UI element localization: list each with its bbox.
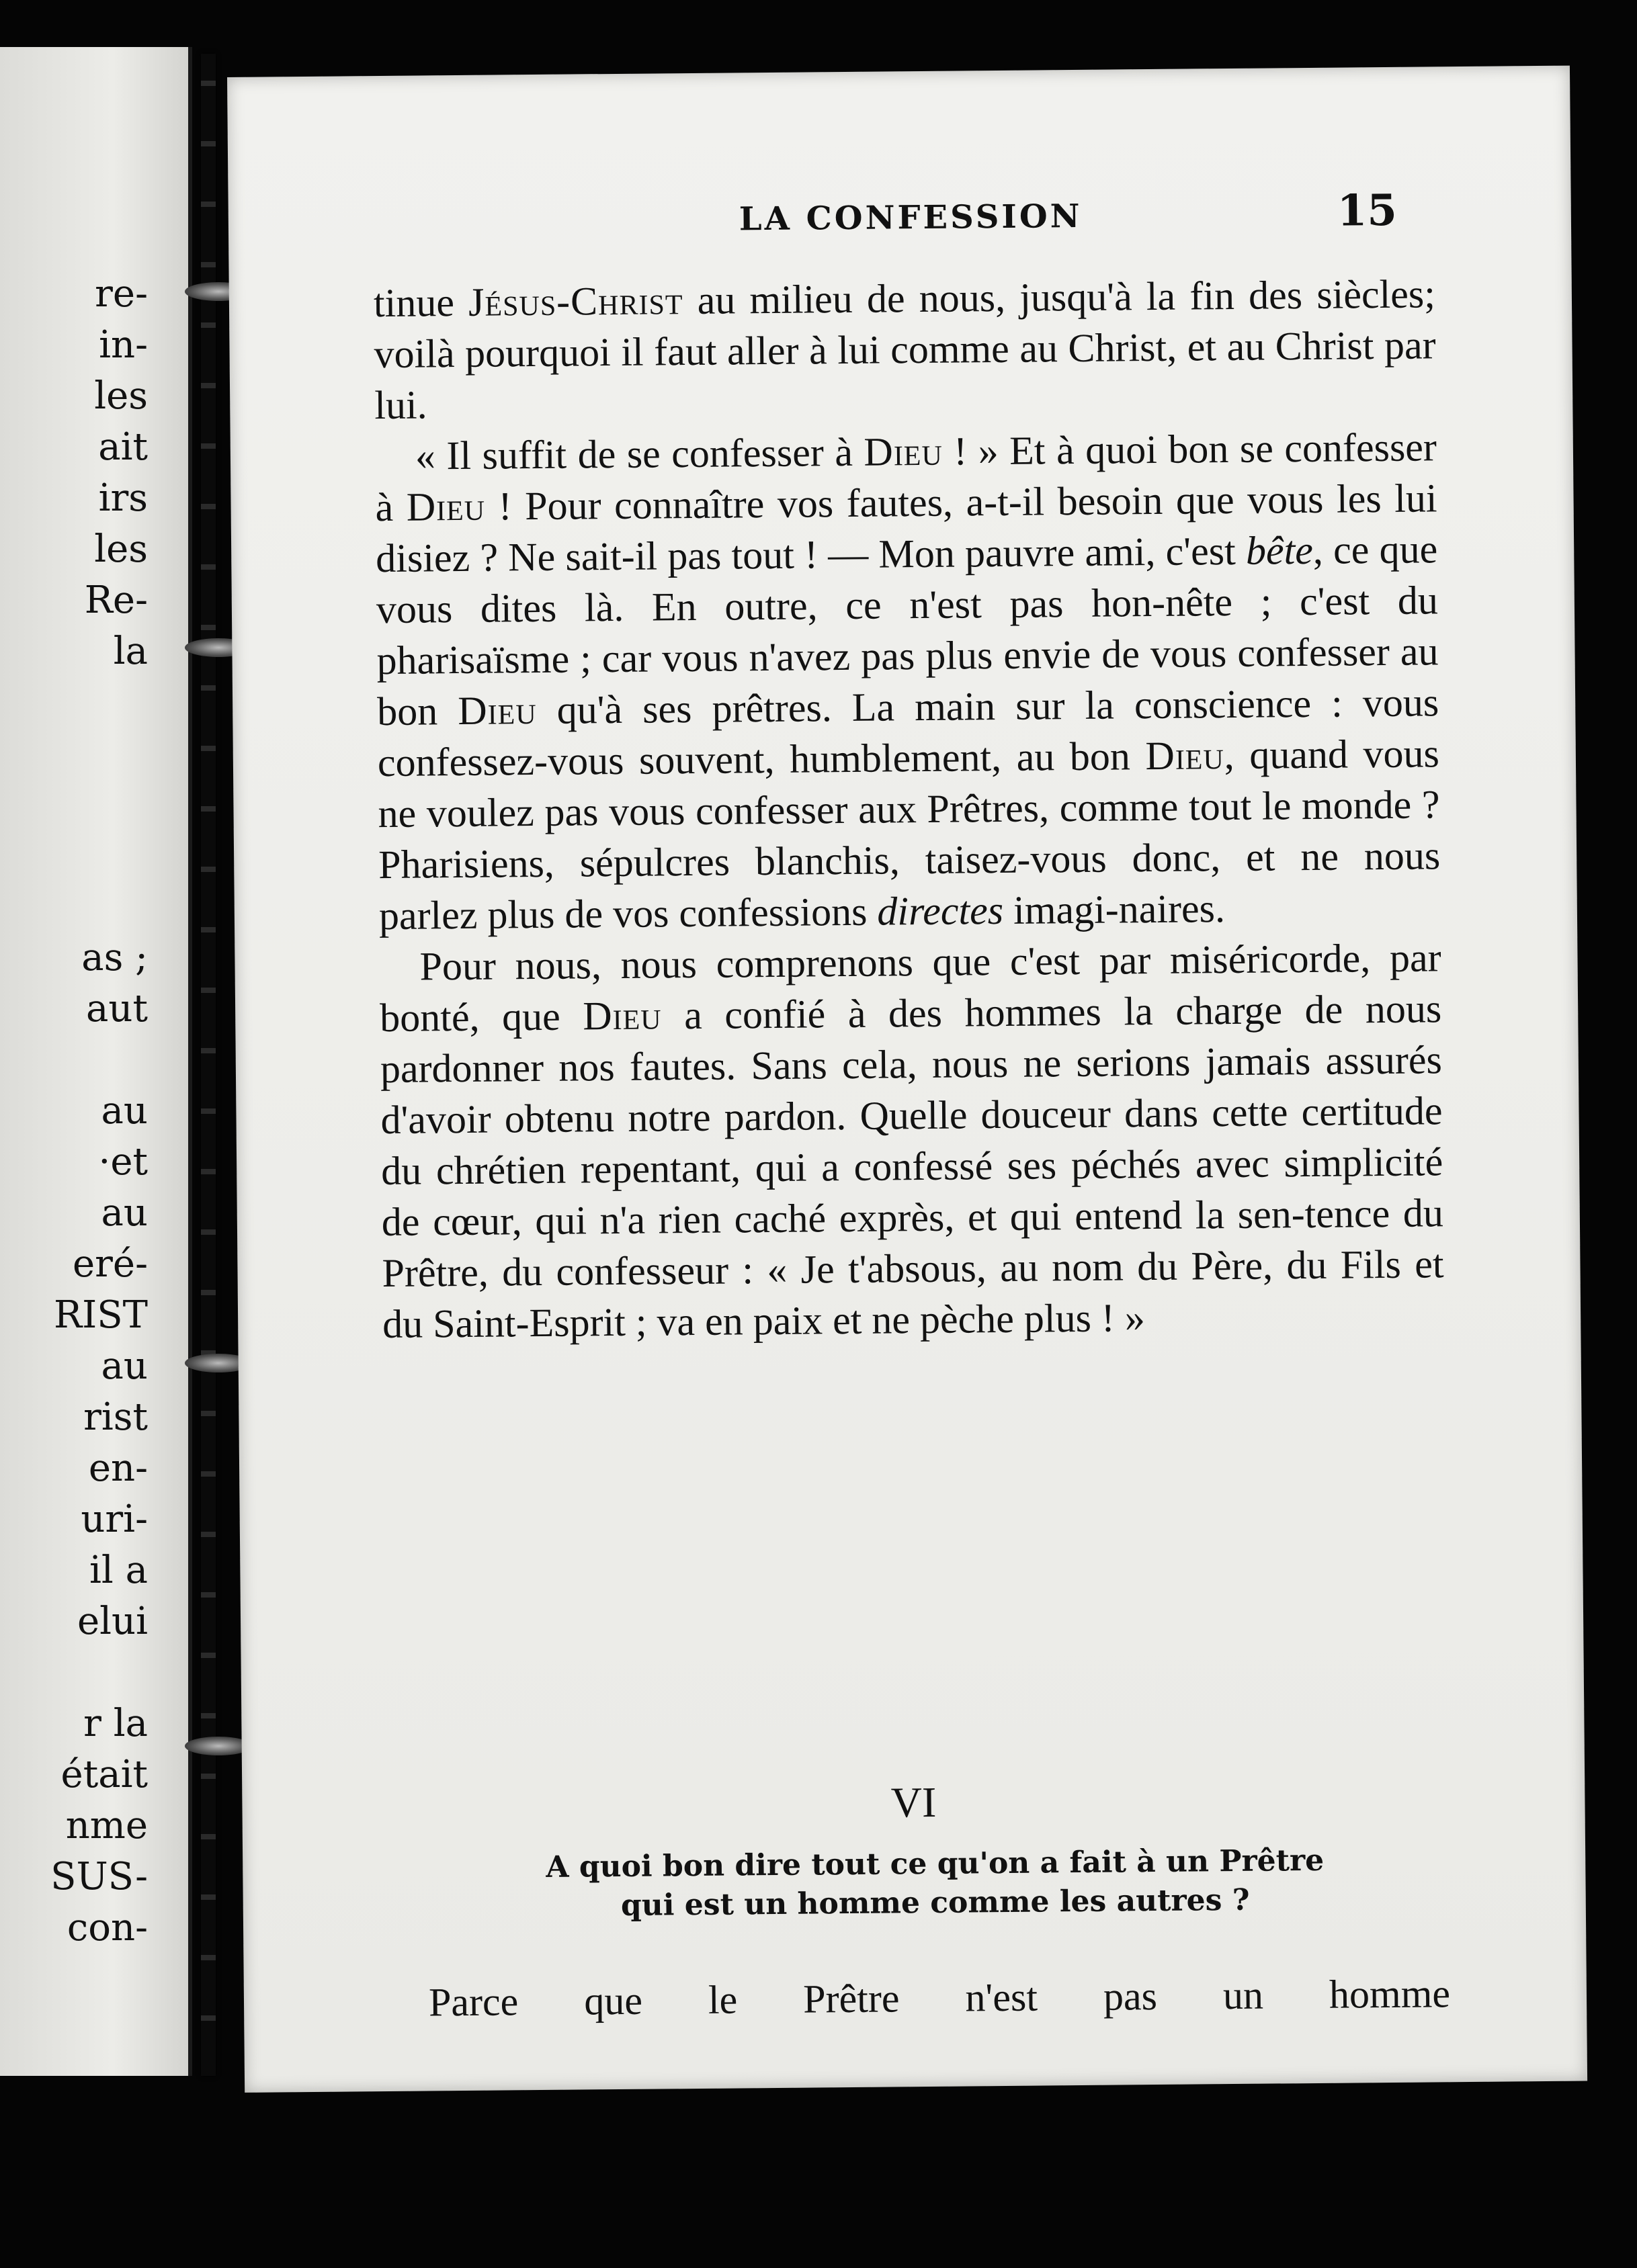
- section-question: A quoi bon dire tout ce qu'on a fait à un Prêtre qui est un homme comme les autres ?: [546, 1843, 1325, 1923]
- running-title: LA CONFESSION: [739, 197, 1083, 238]
- left-fragment: était: [60, 1753, 148, 1796]
- left-fragment: au: [101, 1089, 148, 1133]
- left-fragment: re-: [95, 272, 148, 316]
- left-facing-page: [0, 47, 192, 2076]
- left-fragment: uri-: [81, 1497, 148, 1541]
- page-number: 15: [1337, 185, 1398, 236]
- body-text: [374, 268, 1445, 1350]
- answer-first-line: Parce que le Prêtre n'est pas un homme: [428, 1971, 1451, 2025]
- left-fragment: ·et: [98, 1140, 148, 1184]
- left-fragment: as ;: [81, 936, 148, 979]
- left-fragment: r la: [83, 1702, 148, 1745]
- left-fragment: eré-: [73, 1242, 148, 1286]
- left-fragment: Re-: [84, 578, 148, 622]
- book-binding-stitching: [185, 54, 232, 2076]
- paragraph: « Il suffit de se confesser à Dieu ! » Et à quoi bon se confesser à Dieu ! Pour connaître vos fautes, a-t-il besoin que vous les lui disiez ? Ne sait-il pas tout ! — Mon pauvre ami, c'est bête, ce que vous dites là. En outre, ce n'est pas hon-nête ; c'est du pharisaïsme ; car vous n'avez pas plus envie de vous confesser au bon Dieu qu'à ses prêtres. La main sur la conscience : vous confessez-vous souvent, humblement, au bon Dieu, quand vous ne voulez pas vous confesser aux Prêtres, comme tout le monde ? Pharisiens, sépulcres blanchis, taisez-vous donc, et ne nous parlez plus de vos confessions directes imagi-naires.: [375, 425, 1441, 939]
- running-head: [228, 185, 1572, 259]
- left-page-text-fragments: [50, 269, 148, 1954]
- left-fragment: ait: [98, 425, 148, 469]
- left-fragment: au: [101, 1344, 148, 1388]
- left-fragment: SUS-: [50, 1855, 148, 1899]
- left-fragment: rist: [83, 1395, 148, 1439]
- left-fragment: les: [94, 527, 148, 571]
- left-fragment: en-: [88, 1446, 148, 1490]
- binding-spine: [201, 54, 216, 2076]
- left-fragment: il a: [89, 1549, 148, 1592]
- left-fragment: les: [94, 374, 148, 418]
- left-fragment: au: [101, 1191, 148, 1235]
- paragraph: Pour nous, nous comprenons que c'est par miséricorde, par bonté, que Dieu a confié à des hommes la charge de nous pardonner nos fautes. Sans cela, nous ne serions jamais assurés d'avoir obtenu notre pardon. Quelle douceur dans cette certitude du chrétien repentant, qui a confessé ses péchés avec simplicité de cœur, qui n'a rien caché exprès, et qui entend la sen-tence du Prêtre, du confesseur : « Je t'absous, au nom du Père, du Fils et du Saint-Esprit ; va en paix et ne pèche plus ! »: [379, 935, 1444, 1347]
- left-fragment: RIST: [54, 1293, 148, 1337]
- left-fragment: in-: [99, 323, 148, 367]
- paragraph: tinue Jésus-Christ au milieu de nous, jusqu'à la fin des siècles; voilà pourquoi il faut aller à lui comme au Christ, et au Christ par lui.: [373, 271, 1436, 428]
- left-fragment: nme: [65, 1804, 148, 1847]
- left-fragment: la: [113, 629, 148, 673]
- right-page: [227, 66, 1587, 2093]
- section-number: VI: [890, 1778, 937, 1827]
- left-fragment: irs: [98, 476, 148, 520]
- left-fragment: aut: [86, 987, 148, 1031]
- left-fragment: elui: [77, 1600, 148, 1643]
- left-fragment: con-: [67, 1906, 148, 1950]
